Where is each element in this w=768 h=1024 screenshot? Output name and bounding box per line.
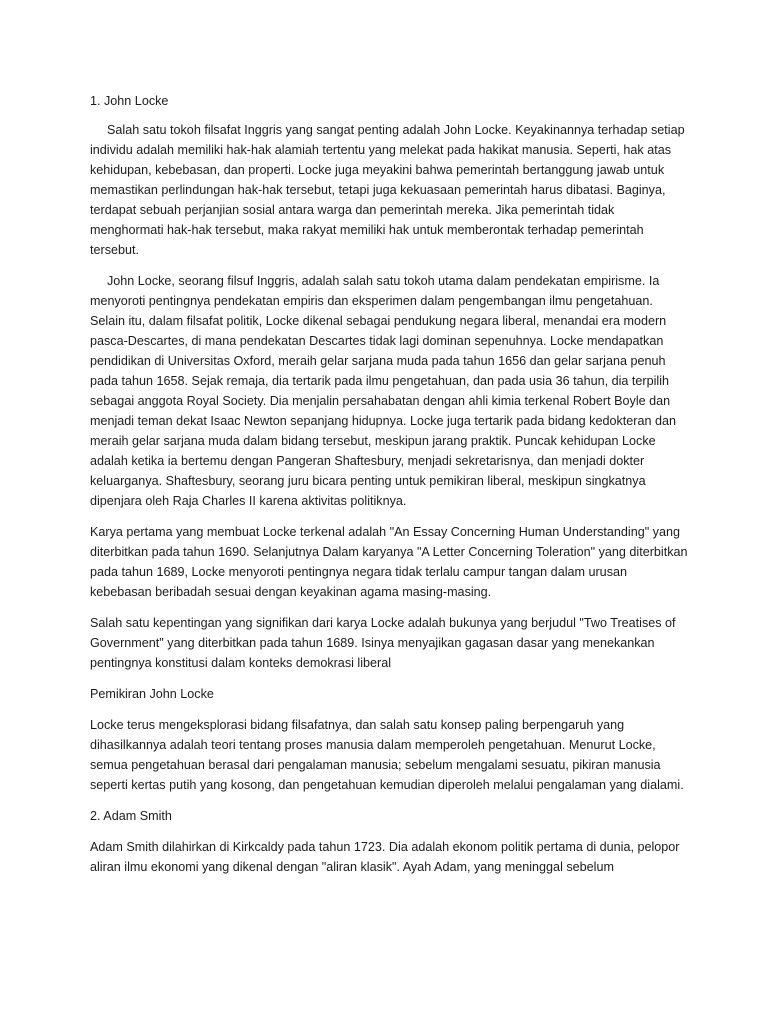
paragraph-locke-natural-rights: Salah satu tokoh filsafat Inggris yang sangat penting adalah John Locke. Keyakinannya terhadap setiap individu adalah memiliki hak-hak alamiah tertentu yang melekat pada hakikat manusia. Seperti, hak atas kehidupan, kebebasan, dan properti. Locke juga meyakini bahwa pemerintah bertanggung jawab untuk memastikan perlindungan hak-hak tersebut, tetapi juga kekuasaan pemerintah harus dibatasi. Baginya, terdapat sebuah perjanjian sosial antara warga dan pemerintah mereka. Jika pemerintah tidak menghormati hak-hak tersebut, maka rakyat memiliki hak untuk memberontak terhadap pemerintah tersebut. [90, 123, 685, 257]
paragraph-locke-biography: John Locke, seorang filsuf Inggris, adalah salah satu tokoh utama dalam pendekatan empirisme. Ia menyoroti pentingnya pendekatan empiris dan eksperimen dalam pengembangan ilmu pengetahuan. Selain itu, dalam filsafat politik, Locke dikenal sebagai pendukung negara liberal, menandai era modern pasca-Descartes, di mana pendekatan Descartes tidak lagi dominan sepenuhnya. Locke mendapatkan pendidikan di Universitas Oxford, meraih gelar sarjana muda pada tahun 1656 dan gelar sarjana penuh pada tahun 1658. Sejak remaja, dia tertarik pada ilmu pengetahuan, dan pada usia 36 tahun, dia terpilih sebagai anggota Royal Society. Dia menjalin persahabatan dengan ahli kimia terkenal Robert Boyle dan menjadi teman dekat Isaac Newton sepanjang hidupnya. Locke juga tertarik pada bidang kedokteran dan meraih gelar sarjana muda dalam bidang tersebut, meskipun jarang praktik. Puncak kehidupan Locke adalah ketika ia bertemu dengan Pangeran Shaftesbury, menjadi sekretarisnya, dan menjadi dokter keluarganya. Shaftesbury, seorang juru bicara penting untuk pemikiran liberal, meskipun singkatnya dipenjara oleh Raja Charles II karena aktivitas politiknya. [90, 274, 677, 508]
paragraph-locke-thought: Locke terus mengeksplorasi bidang filsafatnya, dan salah satu konsep paling berpengaruh yang dihasilkannya adalah teori tentang proses manusia dalam memperoleh pengetahuan. Menurut Locke, semua pengetahuan berasal dari pengalaman manusia; sebelum mengalami sesuatu, pikiran manusia seperti kertas putih yang kosong, dan pengetahuan kemudian diperoleh melalui pengalaman yang dialami. [90, 718, 684, 792]
section-heading-adam-smith: 2. Adam Smith [90, 809, 172, 823]
sub-heading-pemikiran-locke: Pemikiran John Locke [90, 687, 214, 701]
paragraph-locke-works: Karya pertama yang membuat Locke terkenal adalah "An Essay Concerning Human Understanding" yang diterbitkan pada tahun 1690. Selanjutnya Dalam karyanya "A Letter Concerning Toleration" yang diterbitkan pada tahun 1689, Locke menyoroti pentingnya negara tidak terlalu campur tangan dalam urusan kebebasan beribadah sesuai dengan keyakinan agama masing-masing. [90, 525, 688, 599]
paragraph-adam-smith-intro: Adam Smith dilahirkan di Kirkcaldy pada tahun 1723. Dia adalah ekonom politik pertama di dunia, pelopor aliran ilmu ekonomi yang dikenal dengan "aliran klasik". Ayah Adam, yang meninggal sebelum [90, 840, 680, 874]
section-heading-john-locke: 1. John Locke [90, 94, 169, 108]
paragraph-locke-two-treatises: Salah satu kepentingan yang signifikan dari karya Locke adalah bukunya yang berjudul "Two Treatises of Government" yang diterbitkan pada tahun 1689. Isinya menyajikan gagasan dasar yang menekankan pentingnya konstitusi dalam konteks demokrasi liberal [90, 616, 676, 670]
